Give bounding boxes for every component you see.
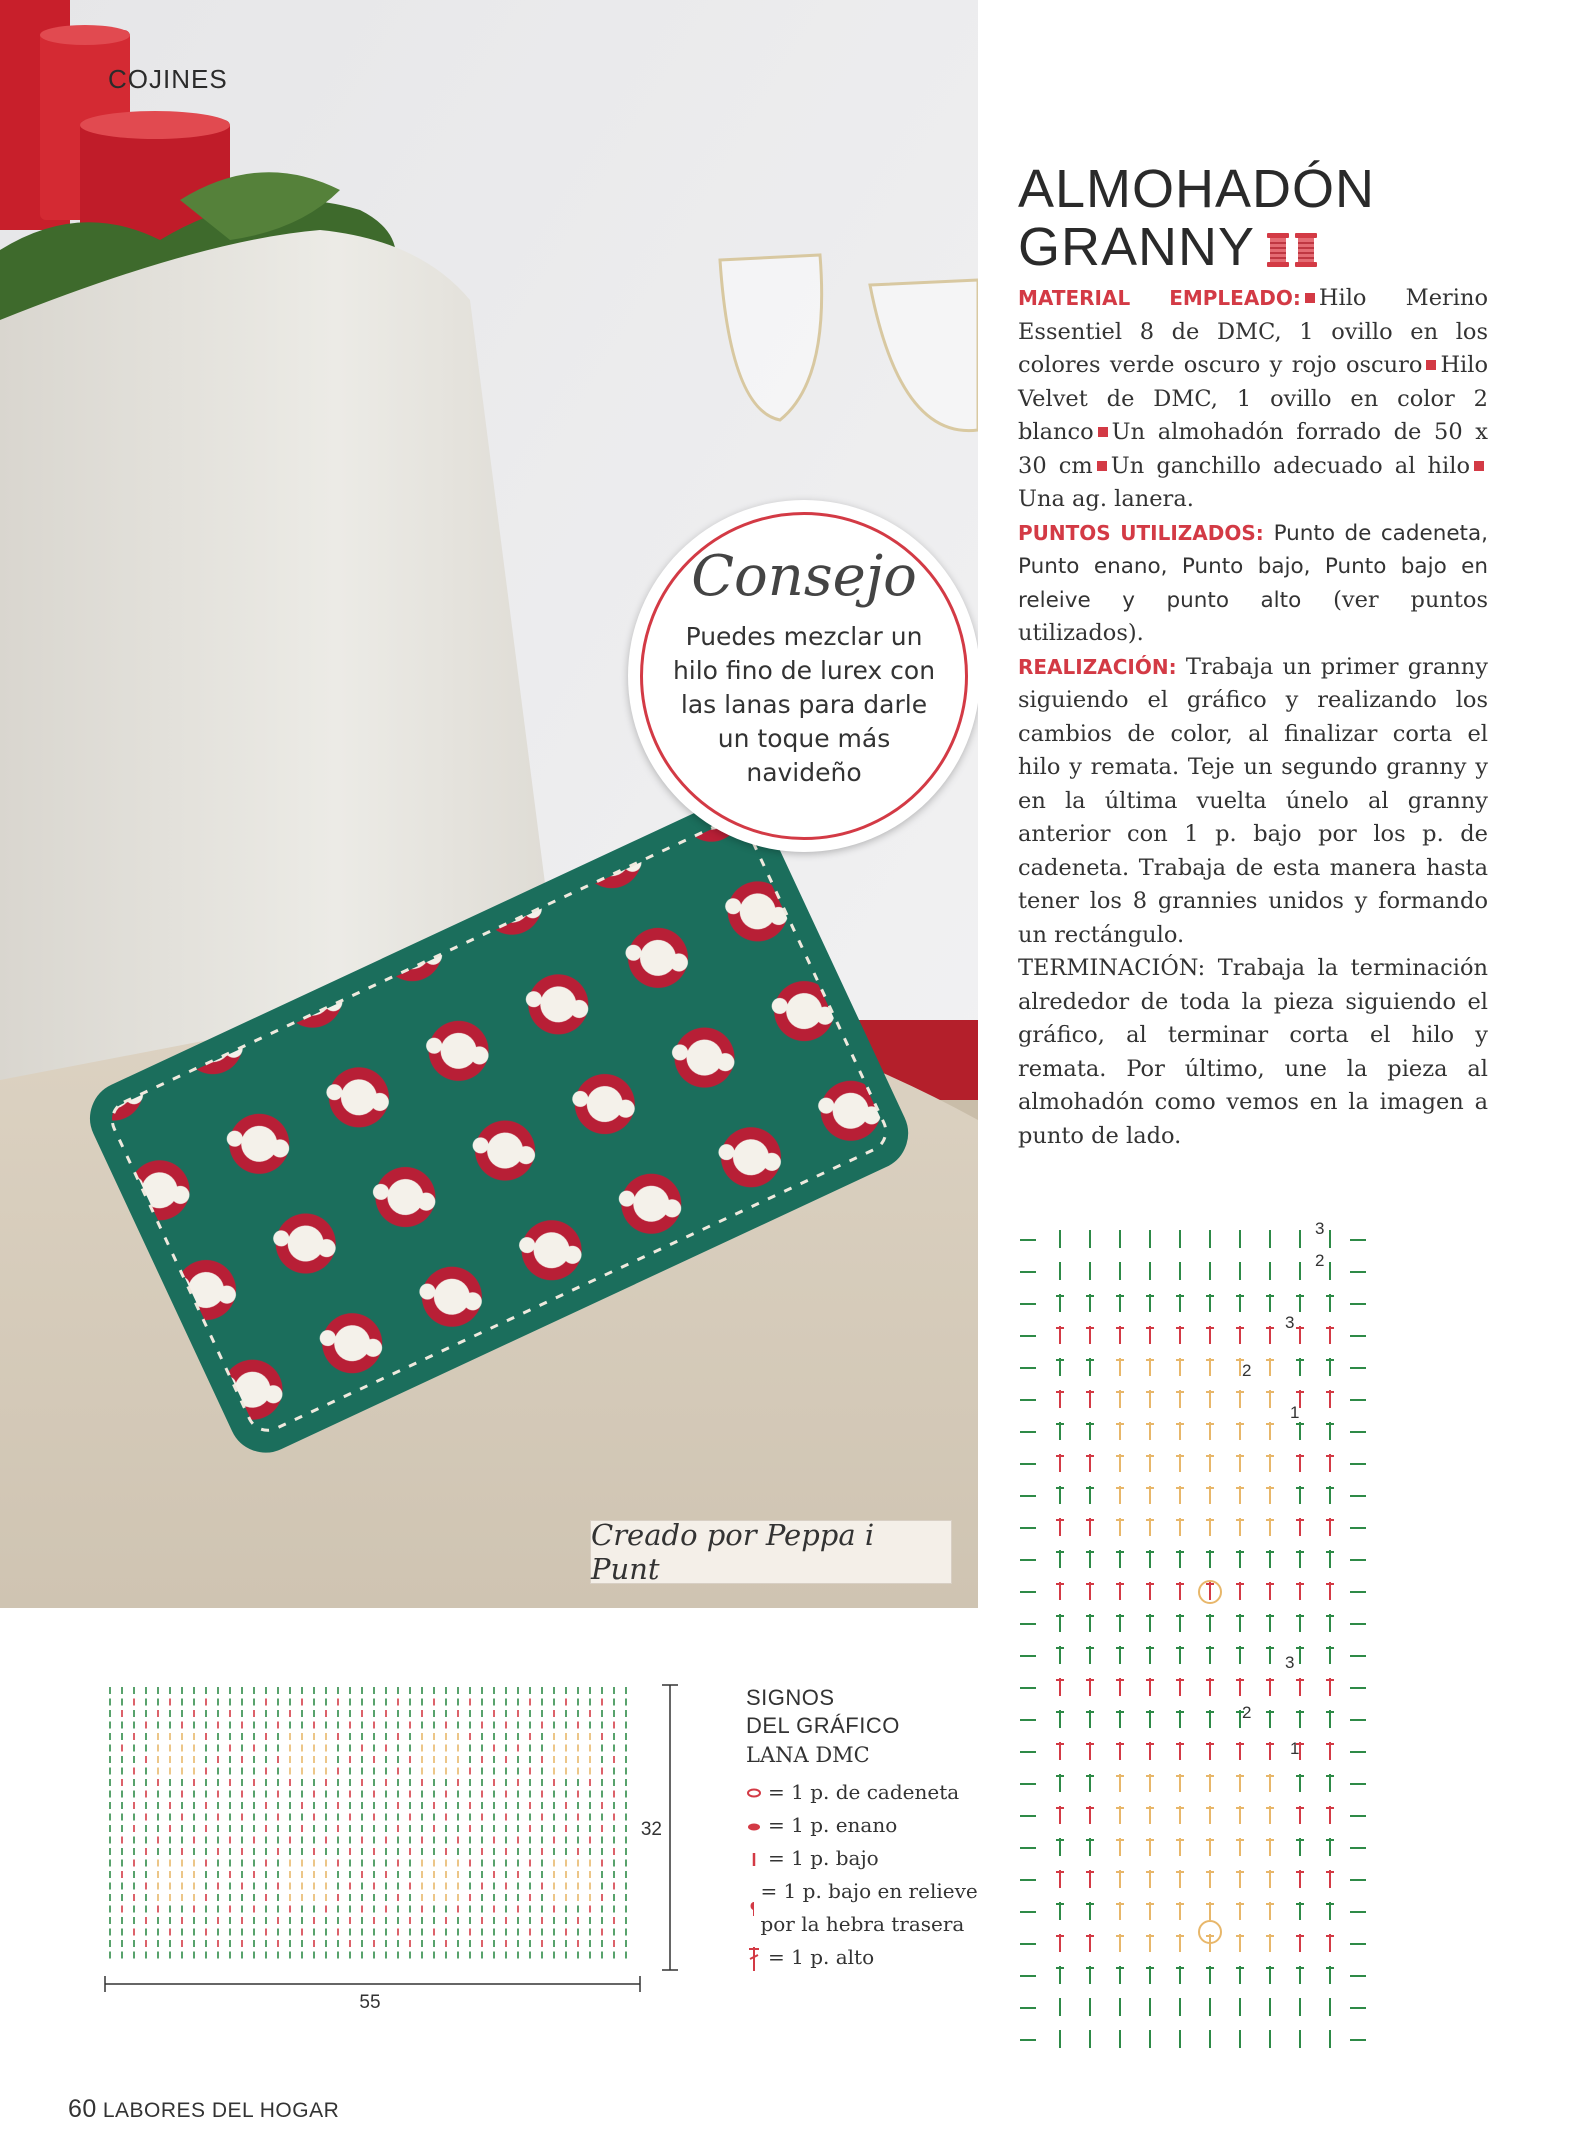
realizacion-text: Trabaja un primer granny siguiendo el gráfico y realizando los cambios de color, al finalizar corta el hilo y remata. Teje un segundo granny y en la última vuelta únelo al granny anterior con 1 p. bajo por los p. de cadeneta. Trabaja de esta manera hasta tener los 8 grannies unidos y formando un rectángulo.: [1018, 653, 1488, 948]
title-line-1: ALMOHADÓN: [1018, 159, 1376, 219]
legend-row-relief: [746, 1875, 986, 1941]
legend-label: = 1 p. bajo en relieve por la hebra trasera: [760, 1879, 978, 1936]
single-crochet-icon: [746, 1850, 762, 1868]
material-label: MATERIAL EMPLEADO:: [1018, 286, 1301, 310]
puntos-text: Punto de cadeneta, Punto enano, Punto bajo, Punto bajo en releive y punto alto: [1018, 520, 1488, 613]
legend-label: = 1 p. enano: [768, 1813, 898, 1837]
tip-title: Consejo: [691, 544, 917, 609]
realizacion-label: REALIZACIÓN:: [1018, 654, 1177, 679]
height-dimension-label: 32: [640, 1819, 662, 1840]
legend-row-slip: [746, 1809, 986, 1842]
puntos-paragraph: [1018, 517, 1488, 651]
material-paragraph: [1018, 282, 1488, 517]
width-dimension-label: 55: [359, 1992, 381, 2010]
photo-credit: Creado por Peppa i Punt: [590, 1520, 952, 1584]
material-item: Un almohadón forrado de 50 x 30 cm: [1018, 419, 1488, 479]
title-line-2: GRANNY: [1018, 217, 1256, 277]
spool-icon: [1265, 222, 1319, 280]
legend-row-single: [746, 1842, 986, 1875]
material-item: Un ganchillo adecuado al hilo: [1110, 452, 1470, 479]
width-dimension: [100, 1970, 660, 2010]
terminacion-paragraph: TERMINACIÓN: Trabaja la terminación alrededor de toda la pieza siguiendo el gráfico, al terminar corta el hilo y remata. Por último, une la pieza al almohadón como vemos en la imagen a punto de lado.: [1018, 955, 1488, 1149]
legend-row-chain: [746, 1776, 986, 1809]
article-body: [1018, 282, 1488, 1153]
slip-stitch-icon: [746, 1820, 762, 1832]
chart-legend: [746, 1684, 986, 1974]
material-item: Hilo Merino Essentiel 8 de DMC, 1 ovillo en los colores verde oscuro y rojo oscuro: [1018, 285, 1488, 378]
legend-label: = 1 p. de cadeneta: [768, 1780, 960, 1804]
legend-label: = 1 p. bajo: [768, 1846, 879, 1870]
article-title: [1018, 160, 1375, 280]
page-footer: [68, 2095, 339, 2124]
tip-body: Puedes mezclar un hilo fino de lurex con las lanas para darle un toque más navideño: [672, 622, 936, 787]
page-number: 60: [68, 2095, 97, 2123]
material-item: Una ag. lanera.: [1018, 486, 1194, 512]
section-label: COJINES: [108, 64, 228, 94]
puntos-label: PUNTOS UTILIZADOS:: [1018, 520, 1264, 545]
round-label: 2: [1242, 1703, 1252, 1722]
legend-subtitle: LANA DMC: [746, 1743, 870, 1767]
chain-stitch-icon: [746, 1787, 762, 1799]
relief-stitch-icon: [746, 1898, 754, 1918]
granny-chart-diagram: [1010, 1210, 1430, 2080]
double-crochet-icon: [746, 1943, 762, 1973]
legend-row-double: [746, 1941, 986, 1974]
puntos-note: (ver puntos utilizados).: [1018, 586, 1488, 646]
cushion-photo: [0, 0, 978, 1608]
tip-callout: [628, 500, 978, 852]
round-label: 3: [1315, 1219, 1325, 1238]
round-label: 3: [1285, 1313, 1295, 1332]
round-label: 1: [1290, 1739, 1300, 1758]
legend-title-2: DEL GRÁFICO: [746, 1713, 900, 1738]
realizacion-paragraph: [1018, 651, 1488, 953]
legend-title: SIGNOS: [746, 1685, 835, 1710]
round-label: 3: [1285, 1653, 1295, 1672]
material-item: Hilo Velvet de DMC, 1 ovillo en color 2 blanco: [1018, 352, 1488, 445]
magazine-name: LABORES DEL HOGAR: [102, 2099, 340, 2122]
legend-label: = 1 p. alto: [768, 1945, 875, 1969]
full-pillow-diagram: [100, 1675, 740, 1975]
round-label: 1: [1290, 1403, 1300, 1422]
round-label: 2: [1315, 1251, 1325, 1270]
round-label: 2: [1242, 1361, 1252, 1380]
